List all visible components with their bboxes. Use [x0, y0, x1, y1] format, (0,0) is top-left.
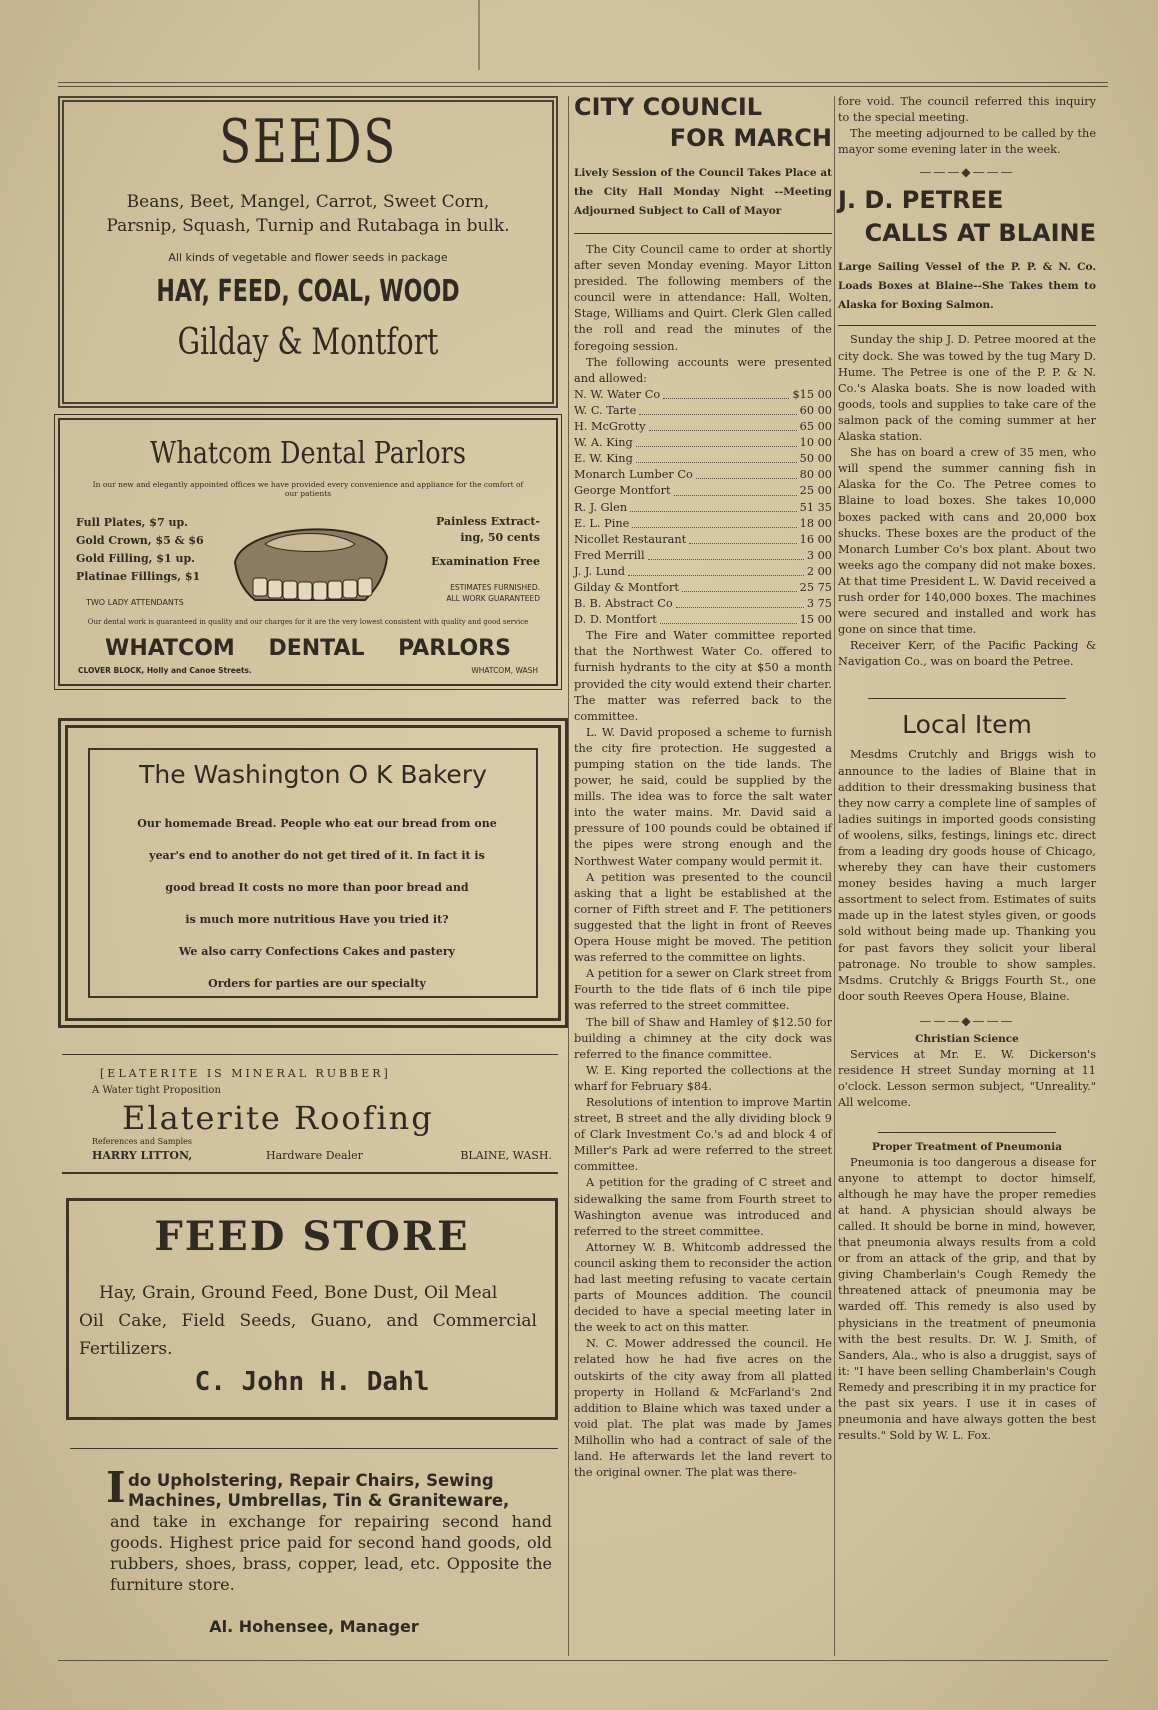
account-name: Gilday & Montfort	[574, 580, 679, 594]
council-head2: FOR MARCH	[669, 124, 832, 152]
leader-dots	[663, 387, 789, 399]
dental-price-3: Gold Filling, $1 up.	[76, 552, 195, 565]
elaterite-place: BLAINE, WASH.	[460, 1149, 552, 1162]
leader-dots	[674, 483, 797, 495]
dental-title: Whatcom Dental Parlors	[150, 436, 466, 471]
upholster-line1: do Upholstering, Repair Chairs, Sewing	[128, 1471, 494, 1490]
council-p12: N. C. Mower addressed the council. He related how he had five acres on the outskirts of the city away from all platted property in Holland & McFarland's 2nd addition to Blaine which was taxed under a void plat. The plat was made by James Milhollin who had a contract of sale of the land. He afterwards let the land revert to the original owner. The plat was there-	[574, 1337, 832, 1480]
account-amount: 3 00	[806, 548, 832, 562]
bakery-line-4: is much more nutritious Have you tried it?	[185, 913, 449, 926]
leader-dots	[676, 596, 804, 608]
account-name: B. B. Abstract Co	[574, 597, 673, 611]
elaterite-sub: A Water tight Proposition	[92, 1085, 221, 1096]
dental-price-1: Full Plates, $7 up.	[76, 516, 188, 529]
upholster-line2: Machines, Umbrellas, Tin & Graniteware,	[128, 1491, 510, 1510]
local-top-rule	[868, 698, 1066, 699]
bottom-rule	[58, 1660, 1108, 1661]
local-item-p: Mesdms Crutchly and Briggs wish to announce to the ladies of Blaine that in addition to their dressmaking business that they now carry a complete line of samples of ladies suitings in imported goods consisting of woolens, silks, festings, linings etc. direct from a leading dry goods house of Chicago, whereby they can have their customers money besides having a much larger assortment to select from. Estimates of suits made up in the latest styles given, or goods sold without being made up. Thanking you for past favors they solicit your liberal patronage. No trouble to show samples. Msdms. Crutchly & Briggs Fourth St., one door south Reeves Opera House, Blaine.	[838, 748, 1096, 1003]
pneumonia-top-rule	[878, 1132, 1056, 1133]
accounts-list	[574, 387, 832, 628]
council-deck: Lively Session of the Council Takes Place at the City Hall Monday Night --Meeting Adjourned Subject to Call of Mayor	[574, 167, 832, 217]
account-name: W. C. Tarte	[574, 403, 637, 417]
account-amount: 18 00	[799, 516, 832, 530]
seeds-line2: Parsnip, Squash, Turnip and Rutabaga in bulk.	[106, 216, 510, 236]
feed-line3: Fertilizers.	[79, 1339, 173, 1359]
account-name: D. D. Montfort	[574, 613, 657, 627]
account-name: J. J. Lund	[574, 564, 625, 578]
dental-price-2: Gold Crown, $5 & $6	[76, 534, 204, 547]
top-rule-2	[58, 86, 1108, 87]
account-row	[574, 548, 832, 564]
upholster-dropcap: I	[106, 1463, 126, 1512]
bakery-line-6: Orders for parties are our specialty	[208, 977, 426, 990]
elaterite-dealer: Hardware Dealer	[266, 1149, 363, 1162]
account-row	[574, 483, 832, 499]
leader-dots	[682, 580, 797, 592]
petree-deck: Large Sailing Vessel of the P. P. & N. Co. Loads Boxes at Blaine--She Takes them to Alaska for Boxing Salmon.	[838, 261, 1096, 312]
petree-p3: Receiver Kerr, of the Pacific Packing & Navigation Co., was on board the Petree.	[838, 639, 1096, 669]
account-row	[574, 580, 832, 596]
leader-dots	[660, 612, 797, 624]
council-p4: L. W. David proposed a scheme to furnish the city fire protection. He suggested a pumping station on the tide lands. The power, he said, could be supplied by the mills. The idea was to force the salt water into the water mains. Mr. David said a pressure of 100 pounds could be obtained if the pipes were strong enough and the Northwest Water company would permit it.	[574, 725, 832, 868]
account-row	[574, 387, 832, 403]
upholster-body: and take in exchange for repairing second hand goods. Highest price paid for second hand goods, old rubbers, shoes, brass, copper, lead, etc. Opposite the furniture store.	[110, 1512, 552, 1594]
petree-deck-rule	[838, 325, 1096, 326]
account-name: W. A. King	[574, 436, 633, 450]
council-p8: W. E. King reported the collections at the wharf for February $84.	[574, 1063, 832, 1093]
leader-dots	[639, 403, 796, 415]
account-amount: 25 75	[799, 580, 832, 594]
council-p7: The bill of Shaw and Hamley of $12.50 for building a chimney at the city dock was referred to the finance committee.	[574, 1015, 832, 1061]
council-deck-rule	[574, 233, 832, 234]
feed-line2: Oil Cake, Field Seeds, Guano, and Commercial	[79, 1311, 537, 1331]
account-name: R. J. Glen	[574, 500, 628, 514]
account-amount: 60 00	[799, 403, 832, 417]
page-fold-line	[478, 0, 480, 70]
seeds-title: SEEDS	[219, 107, 397, 177]
account-name: Fred Merrill	[574, 548, 645, 562]
leader-dots	[630, 500, 797, 512]
council-head1: CITY COUNCIL	[574, 93, 763, 121]
dental-address-right: WHATCOM, WASH	[471, 666, 538, 675]
christian-science-p: Services at Mr. E. W. Dickerson's residence H street Sunday morning at 11 o'clock. Lesson sermon subject, "Unreality." All welcome.	[838, 1048, 1096, 1110]
dental-ad	[58, 418, 558, 686]
column-divider-4	[834, 96, 835, 1656]
dental-estimates	[446, 582, 540, 604]
column-divider-3	[568, 96, 569, 1656]
account-name: N. W. Water Co	[574, 387, 661, 401]
council-p6: A petition for a sewer on Clark street from Fourth to the tide flats of 6 inch tile pipe was referred to the street committee.	[574, 967, 832, 1013]
leader-dots	[636, 451, 797, 463]
account-name: Monarch Lumber Co	[574, 468, 693, 482]
city-council-column	[574, 92, 832, 1481]
leader-dots	[632, 516, 796, 528]
council-p10: A petition for the grading of C street and sidewalking the same from Fourth street to Washington avenue was introduced and referred to the street committee.	[574, 1176, 832, 1238]
bakery-line-5: We also carry Confections Cakes and pastery	[178, 945, 456, 958]
divider-1: ———◆———	[919, 165, 1015, 180]
dental-right-4: ESTIMATES FURNISHED.	[450, 583, 540, 592]
account-amount: 16 00	[799, 532, 832, 546]
dental-right-1: Painless Extract-	[436, 515, 540, 528]
feed-title: FEED STORE	[154, 1213, 470, 1260]
bakery-body	[112, 808, 522, 1000]
account-row	[574, 435, 832, 451]
dental-intro: In our new and elegantly appointed offices we have provided every convenience and appliance for the comfort of our patients	[92, 480, 524, 498]
account-amount: 2 00	[806, 564, 832, 578]
council-p1: The City Council came to order at shortly after seven Monday evening. Mayor Litton presided. The following members of the council were in attendance: Hall, Wolten, Stage, Williams and Quirt. Clerk Glen called the roll and read the minutes of the foregoing session.	[574, 243, 832, 353]
feed-store-ad	[66, 1198, 558, 1420]
bakery-ad	[58, 718, 568, 1028]
council-p2: The following accounts were presented and allowed:	[574, 355, 832, 385]
account-row	[574, 516, 832, 532]
upholster-ad	[70, 1448, 558, 1653]
bakery-line-3: good bread It costs no more than poor bread and	[165, 881, 469, 894]
dental-address-left: CLOVER BLOCK, Holly and Canoe Streets.	[78, 666, 252, 675]
right-column	[838, 94, 1096, 1444]
pneumonia-p: Pneumonia is too dangerous a disease for anyone to attempt to doctor himself, although he may have the proper remedies at hand. A physician should always be called. It should be borne in mind, however, that pneumonia always results from a cold or from an attack of the grip, and that by giving Chamberlain's Cough Remedy the threatened attack of pneumonia may be warded off. This remedy is also used by physicians in the treatment of pneumonia with the best results. Dr. W. J. Smith, of Sanders, Ala., who is also a druggist, says of it: "I have been selling Chamberlain's Cough Remedy and prescribing it in my practice for the past six years. I use it in cases of pneumonia and have always gotten the best results." Sold by W. L. Fox.	[838, 1155, 1096, 1443]
christian-science-head: Christian Science	[915, 1033, 1019, 1046]
account-name: George Montfort	[574, 484, 671, 498]
local-item-head: Local Item	[902, 710, 1032, 740]
dental-big-name: WHATCOM DENTAL PARLORS	[105, 636, 511, 661]
account-name: Nicollet Restaurant	[574, 532, 687, 546]
leader-dots	[628, 564, 804, 576]
council-p5: A petition was presented to the council asking that a light be established at the corner of Fifth street and F. The petitioners suggested that the light in front of Reeves Opera House might be moved. The petition was referred to the committee on lights.	[574, 870, 832, 965]
petree-head1: J. D. PETREE	[838, 186, 1004, 215]
account-amount: 3 75	[806, 597, 832, 611]
account-row	[574, 612, 832, 628]
dental-right-2: ing, 50 cents	[460, 531, 540, 544]
seeds-line1: Beans, Beet, Mangel, Carrot, Sweet Corn,	[126, 192, 490, 212]
council-p9: Resolutions of intention to improve Martin street, B street and the ally dividing block 9 of Clark Investment Co.'s ad and block 4 of Miller's Park ad were referred to the street committee.	[574, 1095, 832, 1174]
dental-price-4: Platinae Fillings, $1	[76, 570, 201, 583]
account-amount: 10 00	[799, 436, 832, 450]
account-amount: 65 00	[799, 420, 832, 434]
petree-p2: She has on board a crew of 35 men, who will spend the summer canning fish in Alaska for the Co. The Petree comes to Blaine to load boxes. She takes 10,000 boxes packed with cans and 20,000 box shucks. These boxes are the product of the Monarch Lumber Co's box plant. About two weeks ago the company did not make boxes. At that time President L. W. David received a rush order for 140,000 boxes. The machines were secured and installed and work has gone on since that time.	[838, 446, 1096, 637]
seeds-line4: HAY, FEED, COAL, WOOD	[156, 274, 460, 309]
account-row	[574, 596, 832, 612]
leader-dots	[648, 548, 804, 560]
council-p3: The Fire and Water committee reported that the Northwest Water Co. offered to furnish hydrants to the city at $50 a month provided the city would extend their charter. The matter was referred back to the committee.	[574, 629, 832, 723]
account-amount: 25 00	[799, 484, 832, 498]
elaterite-top: [ELATERITE IS MINERAL RUBBER]	[100, 1067, 391, 1080]
council-p11: Attorney W. B. Whitcomb addressed the council asking them to reconsider the action had last meeting refusing to vacate certain parts of Mounces addition. The council decided to have a special meeting later in the week to act on this matter.	[574, 1240, 832, 1335]
account-row	[574, 403, 832, 419]
account-row	[574, 564, 832, 580]
account-amount: 15 00	[799, 613, 832, 627]
dental-note: Our dental work is guaranteed in quality and our charges for it are the very lowest consistent with quality and good service	[87, 618, 529, 626]
leader-dots	[649, 419, 797, 431]
petree-head2: CALLS AT BLAINE	[864, 219, 1096, 248]
dental-extraction	[431, 514, 540, 570]
bakery-line-2: year's end to another do not get tired of it. In fact it is	[149, 849, 485, 862]
bakery-title: The Washington O K Bakery	[139, 760, 487, 789]
account-amount: 80 00	[799, 468, 832, 482]
elaterite-title: Elaterite Roofing	[122, 1099, 434, 1137]
account-name: E. L. Pine	[574, 516, 630, 530]
account-amount: 50 00	[799, 452, 832, 466]
dental-right-5: ALL WORK GUARANTEED	[446, 594, 540, 603]
account-name: E. W. King	[574, 452, 633, 466]
account-row	[574, 532, 832, 548]
account-amount: 51 35	[799, 500, 832, 514]
elaterite-ref: References and Samples	[92, 1137, 192, 1146]
feed-owner: C. John H. Dahl	[194, 1367, 430, 1397]
account-name: H. McGrotty	[574, 420, 646, 434]
bakery-line-1: Our homemade Bread. People who eat our bread from one	[137, 817, 497, 830]
account-row	[574, 467, 832, 483]
dentures-illustration	[225, 512, 395, 607]
petree-p1: Sunday the ship J. D. Petree moored at the city dock. She was towed by the tug Mary D. Hume. The Petree is one of the P. P. & N. Co.'s Alaska boats. She is now loaded with goods, tools and supplies to take care of the salmon pack of the coming summer at her Alaska station.	[838, 333, 1096, 444]
divider-2: ———◆———	[919, 1013, 1015, 1028]
col4-continuation: fore void. The council referred this inquiry to the special meeting.	[838, 95, 1096, 125]
leader-dots	[689, 532, 796, 544]
top-rule	[58, 82, 1108, 83]
seeds-line5: Gilday & Montfort	[177, 322, 439, 363]
leader-dots	[696, 467, 797, 479]
account-row	[574, 419, 832, 435]
account-row	[574, 451, 832, 467]
elaterite-ad	[62, 1054, 558, 1174]
leader-dots	[636, 435, 797, 447]
account-row	[574, 500, 832, 516]
pneumonia-head: Proper Treatment of Pneumonia	[871, 1140, 1063, 1153]
feed-line1: Hay, Grain, Ground Feed, Bone Dust, Oil Meal	[99, 1283, 498, 1303]
seeds-line3: All kinds of vegetable and flower seeds in package	[168, 251, 448, 264]
dental-right-3: Examination Free	[431, 555, 540, 568]
seeds-ad	[58, 96, 558, 408]
account-amount: $15 00	[792, 387, 832, 401]
upholster-manager: Al. Hohensee, Manager	[209, 1617, 419, 1636]
dental-prices-left	[76, 514, 204, 586]
dental-attendants: TWO LADY ATTENDANTS	[86, 598, 184, 607]
elaterite-name: HARRY LITTON,	[92, 1149, 193, 1162]
col4-adjourn: The meeting adjourned to be called by the mayor some evening later in the week.	[838, 127, 1096, 157]
